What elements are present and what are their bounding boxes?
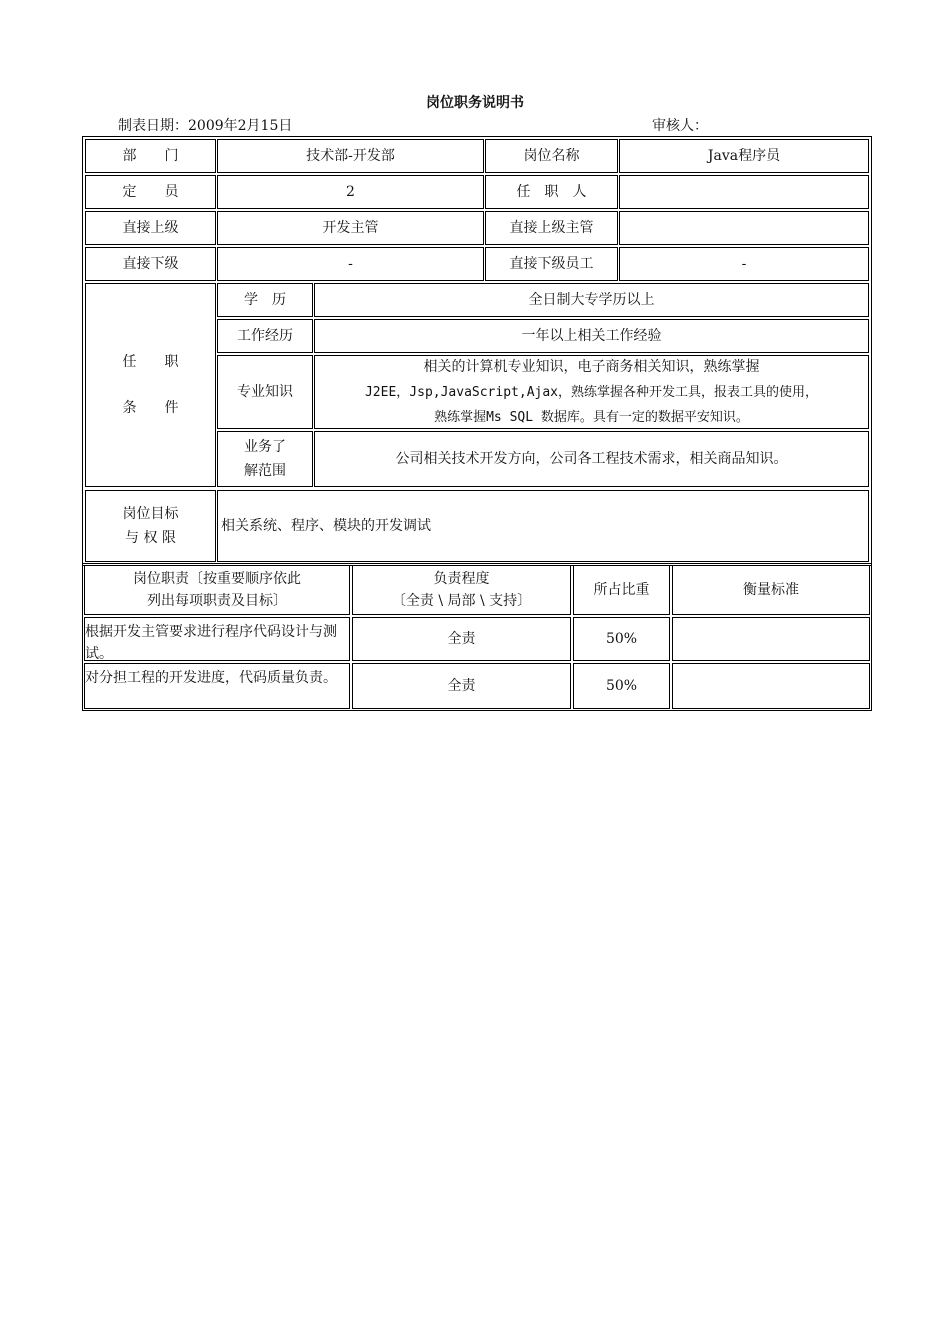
duty-row-2-degree: 全责 bbox=[352, 663, 571, 709]
subordinate-label: 直接下级 bbox=[85, 247, 216, 281]
reviewer-label: 审核人： bbox=[652, 118, 708, 134]
knowledge-line1: 相关的计算机专业知识，电子商务相关知识，熟练掌握 bbox=[423, 358, 760, 375]
business-label bbox=[217, 431, 313, 487]
post-value: Java程序员 bbox=[619, 139, 869, 173]
duty-row-2-text: 对分担工程的开发进度，代码质量负责。 bbox=[84, 663, 350, 709]
knowledge-line3: 熟练掌握Ms SQL 数据库。具有一定的数据平安知识。 bbox=[434, 409, 749, 425]
document-title: 岗位职务说明书 bbox=[426, 95, 524, 111]
business-label-line2: 解范围 bbox=[244, 463, 286, 479]
staff-value: 2 bbox=[217, 175, 484, 209]
experience-label: 工作经历 bbox=[217, 319, 313, 353]
superior-label: 直接上级 bbox=[85, 211, 216, 245]
duties-header-line1: 岗位职责〔按重要顺序依此 bbox=[133, 571, 301, 587]
requirements-label bbox=[85, 283, 216, 487]
dept-label: 部 门 bbox=[85, 139, 216, 173]
superior-post-value bbox=[619, 211, 869, 245]
duty-row-1-weight: 50% bbox=[573, 617, 670, 661]
goal-label bbox=[85, 490, 216, 562]
duty-row-1-text: 根据开发主管要求进行程序代码设计与测试。 bbox=[84, 617, 350, 661]
experience-value: 一年以上相关工作经验 bbox=[314, 319, 869, 353]
subordinate-staff-label: 直接下级员工 bbox=[485, 247, 618, 281]
duties-header-standard: 衡量标准 bbox=[672, 565, 870, 615]
dept-value: 技术部-开发部 bbox=[217, 139, 484, 173]
goal-value: 相关系统、程序、模块的开发调试 bbox=[217, 490, 869, 562]
duty-row-1-degree: 全责 bbox=[352, 617, 571, 661]
knowledge-line2: J2EE，Jsp,JavaScript,Ajax，熟练掌握各种开发工具，报表工具的使用， bbox=[364, 384, 818, 400]
business-value: 公司相关技术开发方向，公司各工程技术需求，相关商品知识。 bbox=[314, 431, 869, 487]
knowledge-label: 专业知识 bbox=[217, 355, 313, 429]
requirements-label-line2: 条 件 bbox=[122, 400, 179, 416]
subordinate-value: - bbox=[217, 247, 484, 281]
duty-row-2-weight: 50% bbox=[573, 663, 670, 709]
education-value: 全日制大专学历以上 bbox=[314, 283, 869, 317]
goal-label-line2: 与 权 限 bbox=[125, 530, 176, 546]
subordinate-staff-value: - bbox=[619, 247, 869, 281]
post-label: 岗位名称 bbox=[485, 139, 618, 173]
knowledge-value bbox=[314, 355, 869, 429]
business-label-line1: 业务了 bbox=[244, 439, 286, 455]
degree-header-line2: 〔全责 \ 局部 \ 支持〕 bbox=[391, 593, 532, 609]
superior-post-label: 直接上级主管 bbox=[485, 211, 618, 245]
degree-header-line1: 负责程度 bbox=[433, 571, 490, 587]
duties-table-frame bbox=[82, 563, 872, 711]
education-label: 学 历 bbox=[217, 283, 313, 317]
date-label: 制表日期：2009年2月15日 bbox=[118, 118, 293, 134]
staff-label: 定 员 bbox=[85, 175, 216, 209]
duties-header-line2: 列出每项职责及目标〕 bbox=[147, 593, 287, 609]
duties-header-weight: 所占比重 bbox=[573, 565, 670, 615]
requirements-label-line1: 任 职 bbox=[122, 354, 179, 370]
holder-label: 任 职 人 bbox=[485, 175, 618, 209]
superior-value: 开发主管 bbox=[217, 211, 484, 245]
goal-label-line1: 岗位目标 bbox=[122, 506, 179, 522]
holder-value bbox=[619, 175, 869, 209]
